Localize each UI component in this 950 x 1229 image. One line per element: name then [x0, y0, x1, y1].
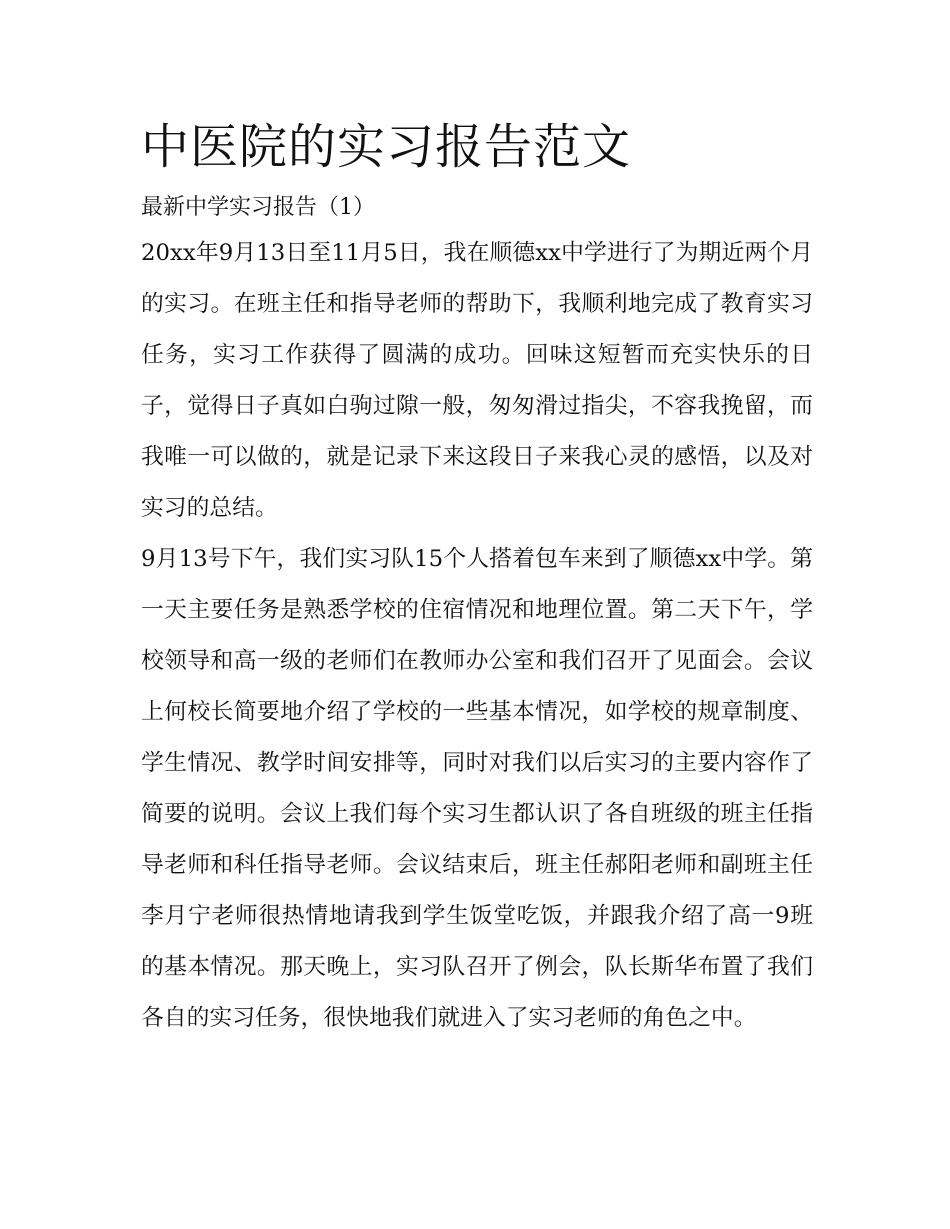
paragraph-2: 9月13号下午，我们实习队15个人搭着包车来到了顺德xx中学。第一天主要任务是熟悉学校的住宿情况和地理位置。第二天下午，学校领导和高一级的老师们在教师办公室和我们召开了见面会。会议上何校长简要地介绍了学校的一些基本情况，如学校的规章制度、学生情况、教学时间安排等，同时对我们以后实习的主要内容作了简要的说明。会议上我们每个实习生都认识了各自班级的班主任指导老师和科任指导老师。会议结束后，班主任郝阳老师和副班主任李月宁老师很热情地请我到学生饭堂吃饭，并跟我介绍了高一9班的基本情况。那天晚上，实习队召开了例会，队长斯华布置了我们各自的实习任务，很快地我们就进入了实习老师的角色之中。 — [141, 546, 813, 1031]
document-body — [141, 115, 813, 1044]
section-heading: 最新中学实习报告（1） — [141, 195, 375, 220]
document-title: 中医院的实习报告范文 — [141, 119, 632, 175]
paragraph-1: 20xx年9月13日至11月5日，我在顺德xx中学进行了为期近两个月的实习。在班主任和指导老师的帮助下，我顺利地完成了教育实习任务，实习工作获得了圆满的成功。回味这短暂而充实快乐的日子，觉得日子真如白驹过隙一般，匆匆滑过指尖，不容我挽留，而我唯一可以做的，就是记录下来这段日子来我心灵的感悟，以及对实习的总结。 — [141, 240, 813, 521]
